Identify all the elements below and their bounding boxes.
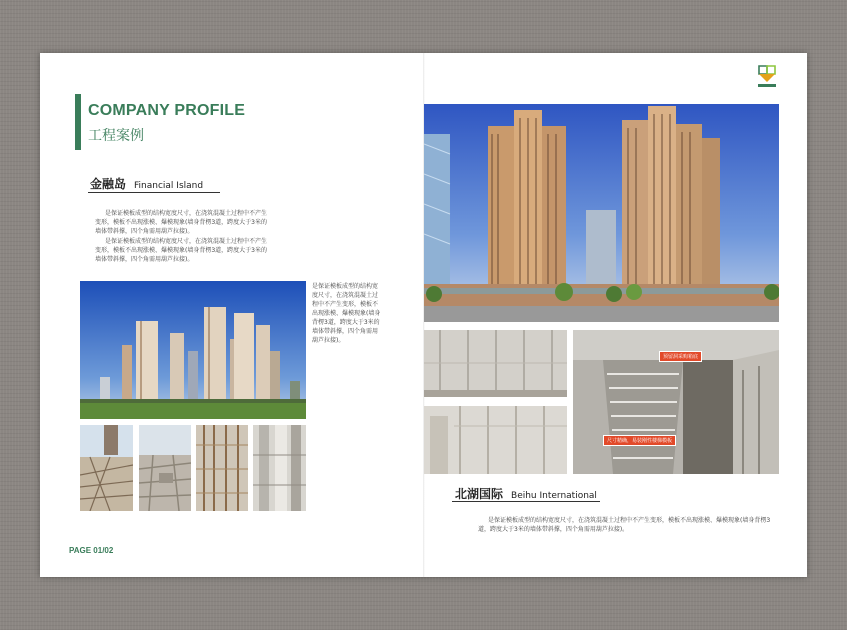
construction-site-photo-2 <box>139 425 191 511</box>
wall-formwork-photo <box>253 425 306 511</box>
wall-panel-photo-2 <box>424 406 567 474</box>
construction-site-photo-1 <box>80 425 133 511</box>
section-heading-beihu <box>455 485 597 502</box>
section-title-en: Beihu International <box>511 491 597 501</box>
section-heading-financial-island <box>90 175 203 192</box>
financial-island-skyline-photo <box>80 281 306 419</box>
beihu-towers-photo <box>424 104 779 322</box>
title-accent-bar <box>75 94 81 150</box>
section-paragraph-2: 是保证模板成型的结构宽度尺寸，在浇筑混凝土过程中不产生变形，模板不出现涨模、爆模现象(墙身背楞3道，跨度大于3米的墙体带斜撑，四个角需用葫芦拉接)。 <box>95 238 268 263</box>
section-paragraph-1: 是保证模板成型的结构宽度尺寸，在浇筑混凝土过程中不产生变形，模板不出现涨模、爆模现象(墙身背楞3道，跨度大于3米的墙体带斜撑，四个角需用葫芦拉接)。 <box>95 210 268 235</box>
side-description: 是保证模板成型的结构宽度尺寸，在浇筑混凝土过程中不产生变形，模板不出现涨模、爆模现象(墙身背楞3道，跨度大于3米的墙体带斜撑，四个角需用葫芦拉接)。 <box>312 283 381 344</box>
wall-panel-photo-1 <box>424 330 567 397</box>
section-underline <box>452 501 600 502</box>
project-cases-title: 工程案例 <box>88 128 144 144</box>
section-title-en: Financial Island <box>134 181 204 191</box>
section-underline <box>88 192 220 193</box>
brochure-spread <box>40 53 807 577</box>
company-profile-title: COMPANY PROFILE <box>88 102 246 119</box>
beihu-paragraph: 是保证模板成型的结构宽度尺寸，在浇筑混凝土过程中不产生变形，模板不出现涨模、爆模现象(墙身背楞3道，跨度大于3米的墙体带斜撑，四个角需用葫芦拉接)。 <box>478 517 771 533</box>
company-logo <box>756 64 778 90</box>
section-title-cn: 北湖国际 <box>455 487 504 501</box>
page-number: PAGE 01/02 <box>69 546 114 555</box>
section-title-cn: 金融岛 <box>90 177 127 191</box>
formwork-scaffold-photo <box>196 425 248 511</box>
callout-stair-template: 尺寸精确，易装刚性楼梯模板 <box>603 435 676 446</box>
callout-reserved-opening: 预留洞采购箱底 <box>659 351 702 362</box>
